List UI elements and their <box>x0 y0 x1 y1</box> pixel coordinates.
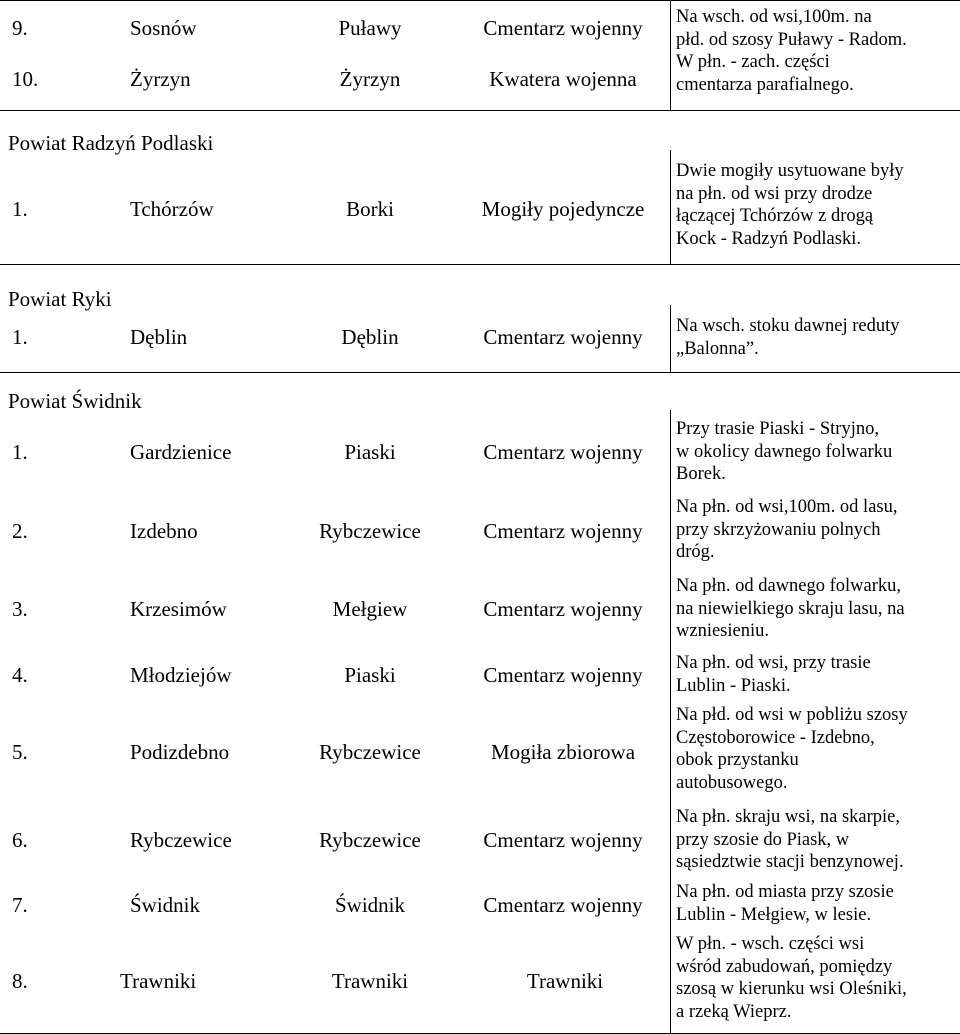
description-line: w okolicy dawnego folwarku <box>676 441 893 462</box>
description-line: obok przystanku <box>676 750 799 770</box>
row-number: 8. <box>12 969 28 993</box>
rule <box>0 372 960 373</box>
commune-name: Rybczewice <box>319 740 421 764</box>
row-number: 1. <box>12 440 28 464</box>
row-number: 1. <box>12 325 28 349</box>
description-line: Borek. <box>676 464 726 484</box>
description-line: sąsiedztwie stacji benzynowej. <box>676 852 904 872</box>
location-description <box>676 806 956 874</box>
place-name: Izdebno <box>130 519 198 543</box>
description-line: wzniesieniu. <box>676 621 769 641</box>
description-line: szosą w kierunku wsi Oleśniki, <box>676 979 907 999</box>
description-line: Kock - Radzyń Podlaski. <box>676 228 861 249</box>
object-type: Cmentarz wojenny <box>483 325 643 349</box>
place-name: Tchórzów <box>130 197 214 221</box>
rule <box>0 0 960 1</box>
description-line: wśród zabudowań, pomiędzy <box>676 956 893 977</box>
description-line: Częstoborowice - Izdebno, <box>676 727 875 748</box>
section-heading: Powiat Ryki <box>8 287 112 311</box>
place-name: Świdnik <box>130 893 201 917</box>
commune-name: Mełgiew <box>332 597 408 621</box>
description-line: W płn. - zach. części <box>676 52 830 72</box>
column-divider <box>670 150 671 264</box>
place-name: Młodziejów <box>130 663 232 687</box>
description-line: cmentarza parafialnego. <box>676 74 854 95</box>
section-heading: Powiat Świdnik <box>8 389 142 413</box>
place-name: Gardzienice <box>130 440 232 464</box>
location-description <box>676 418 956 486</box>
commune-name: Piaski <box>344 440 396 464</box>
object-type: Mogiły pojedyncze <box>481 197 645 221</box>
description-line: dróg. <box>676 542 715 562</box>
commune-name: Dęblin <box>341 325 399 349</box>
object-type: Cmentarz wojenny <box>483 440 643 464</box>
description-line: Przy trasie Piaski - Stryjno, <box>676 419 879 439</box>
description-line: a rzeką Wieprz. <box>676 1001 792 1022</box>
rule <box>0 264 960 265</box>
description-line: łączącej Tchórzów z drogą <box>676 206 874 226</box>
description-line: Na wsch. stoku dawnej reduty <box>676 316 900 336</box>
location-description <box>676 652 956 697</box>
row-number: 6. <box>12 828 28 852</box>
description-line: Lublin - Piaski. <box>676 675 791 696</box>
object-type: Kwatera wojenna <box>489 67 637 91</box>
description-line: Na płn. od miasta przy szosie <box>676 882 894 902</box>
place-name: Żyrzyn <box>130 67 191 91</box>
commune-name: Puławy <box>338 16 402 40</box>
row-number: 7. <box>12 893 28 917</box>
place-name: Trawniki <box>120 969 197 993</box>
row-number: 2. <box>12 519 28 543</box>
location-description <box>676 315 956 360</box>
row-number: 1. <box>12 197 28 221</box>
commune-name: Rybczewice <box>319 519 421 543</box>
place-name: Dęblin <box>130 325 188 349</box>
description-line: Na płn. od wsi,100m. od lasu, <box>676 497 898 517</box>
object-type: Cmentarz wojenny <box>483 828 643 852</box>
commune-name: Świdnik <box>334 893 405 917</box>
row-number: 9. <box>12 16 28 40</box>
description-line: Na płd. od wsi w pobliżu szosy <box>676 705 908 725</box>
location-description <box>676 933 956 1023</box>
row-number: 4. <box>12 663 28 687</box>
description-line: płd. od szosy Puławy - Radom. <box>676 29 907 50</box>
commune-name: Żyrzyn <box>339 67 401 91</box>
row-number: 3. <box>12 597 28 621</box>
description-line: przy szosie do Piask, w <box>676 829 850 850</box>
location-description <box>676 496 956 564</box>
description-line: W płn. - wsch. części wsi <box>676 934 865 954</box>
description-line: na płn. od wsi przy drodze <box>676 183 873 204</box>
column-divider <box>670 0 671 110</box>
object-type: Cmentarz wojenny <box>483 519 643 543</box>
row-number: 5. <box>12 740 28 764</box>
location-description <box>676 575 956 643</box>
rule <box>0 110 960 111</box>
row-number: 10. <box>12 67 39 91</box>
column-divider <box>670 410 671 1034</box>
commune-name: Piaski <box>344 663 396 687</box>
column-divider <box>670 305 671 372</box>
description-line: Na płn. skraju wsi, na skarpie, <box>676 807 901 827</box>
description-line: Dwie mogiły usytuowane były <box>676 161 904 181</box>
description-line: Na wsch. od wsi,100m. na <box>676 7 872 27</box>
location-description <box>676 160 956 250</box>
location-description <box>676 704 956 794</box>
location-description <box>676 881 956 926</box>
description-line: autobusowego. <box>676 772 788 793</box>
description-line: przy skrzyżowaniu polnych <box>676 519 881 540</box>
place-name: Krzesimów <box>130 597 227 621</box>
object-type: Cmentarz wojenny <box>483 597 643 621</box>
description-line: Lublin - Mełgiew, w lesie. <box>676 904 872 925</box>
place-name: Podizdebno <box>130 740 230 764</box>
commune-name: Borki <box>346 197 394 221</box>
description-line: na niewielkiego skraju lasu, na <box>676 598 905 619</box>
place-name: Sosnów <box>130 16 197 40</box>
description-line: Na płn. od dawnego folwarku, <box>676 576 902 596</box>
description-line: Na płn. od wsi, przy trasie <box>676 653 871 673</box>
object-type: Cmentarz wojenny <box>483 893 643 917</box>
place-name: Rybczewice <box>130 828 232 852</box>
object-type: Cmentarz wojenny <box>483 663 643 687</box>
section-heading: Powiat Radzyń Podlaski <box>8 131 214 155</box>
location-description <box>676 6 956 96</box>
description-line: „Balonna”. <box>676 338 759 359</box>
object-type: Trawniki <box>526 969 604 993</box>
object-type: Mogiła zbiorowa <box>490 740 636 764</box>
commune-name: Rybczewice <box>319 828 421 852</box>
commune-name: Trawniki <box>331 969 409 993</box>
object-type: Cmentarz wojenny <box>483 16 643 40</box>
